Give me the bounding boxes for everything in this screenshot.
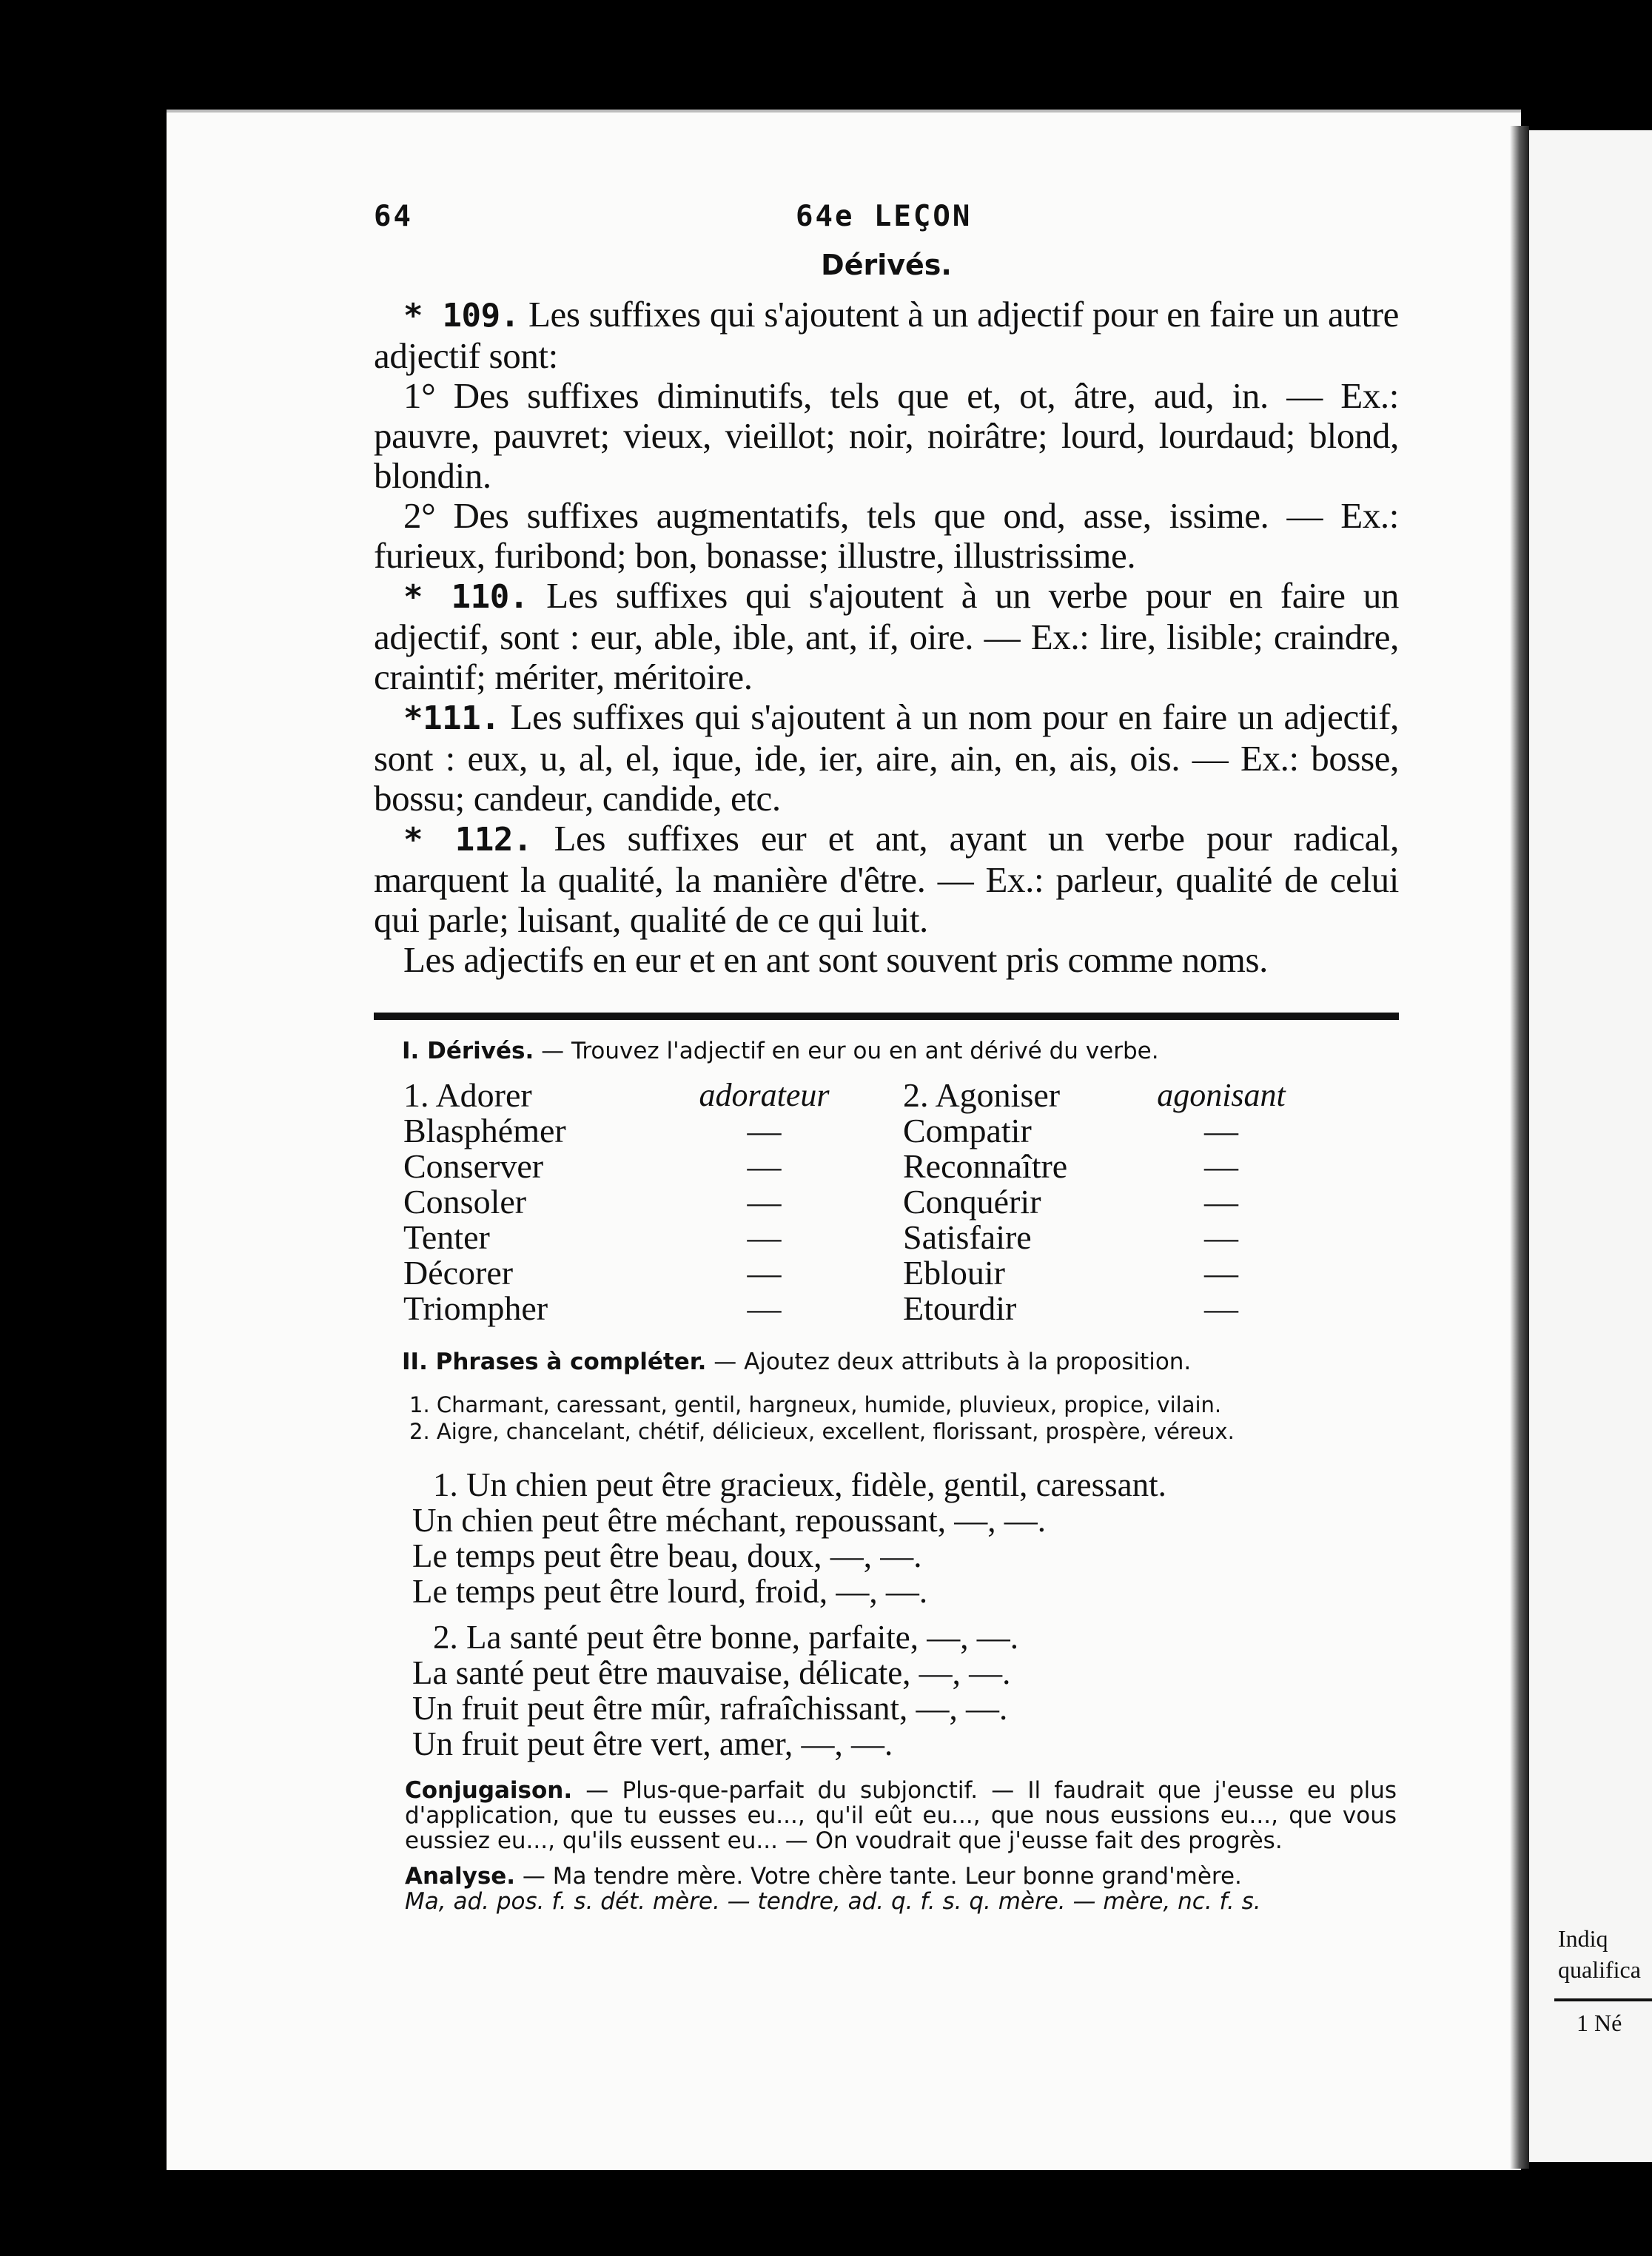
sentence: Le temps peut être beau, doux, —, —. <box>412 1537 922 1574</box>
rule-110: * 110. Les suffixes qui s'ajoutent à un verbe pour en faire un adjectif, sont : eur, able, ible, ant, if, oire. — Ex.: lire, lisible; craindre, craintif; mériter, méritoire. <box>374 575 1399 697</box>
sentence: Un fruit peut être vert, amer, —, —. <box>412 1725 893 1762</box>
book-gutter <box>1510 126 1529 2169</box>
facing-page <box>1523 130 1652 2162</box>
rule-109-1: 1° Des suffixes diminutifs, tels que et, ot, âtre, aud, in. — Ex.: pauvre, pauvret; vieux, vieillot; noir, noirâtre; lourd, lourdaud; blond, blondin. <box>374 375 1399 496</box>
conjugaison-note: Conjugaison. — Plus-que-parfait du subjonctif. — Il faudrait que j'eusse eu plus d'application, que tu eusses eu..., qu'il eût eu..., que nous eussions eu..., que vous eussiez eu..., qu'ils eussent eu... — On voudrait que j'eusse fait des progrès. <box>405 1777 1397 1854</box>
exercise1-table <box>403 1078 1295 1326</box>
rule-112: * 112. Les suffixes eur et ant, ayant un verbe pour radical, marquent la qualité, la manière d'être. — Ex.: parleur, qualité de celui qui parle; luisant, qualité de ce qui luit. <box>374 818 1399 940</box>
facing-page-rule <box>1554 1998 1652 2001</box>
table-row: Décorer — Eblouir — <box>403 1254 1238 1292</box>
rule-109-2: 2° Des suffixes augmentatifs, tels que ond, asse, issime. — Ex.: furieux, furibond; bon, bonasse; illustre, illustrissime. <box>374 495 1399 576</box>
exercise1-heading: I. Dérivés. — Trouvez l'adjectif en eur ou en ant dérivé du verbe. <box>402 1038 1159 1064</box>
facing-page-text: Indiq qualifica <box>1558 1925 1641 1983</box>
sentence: Le temps peut être lourd, froid, —, —. <box>412 1573 928 1610</box>
word-list-1: 1. Charmant, caressant, gentil, hargneux, humide, pluvieux, propice, vilain. <box>409 1392 1222 1417</box>
table-row: Conserver — Reconnaître — <box>403 1147 1238 1185</box>
analyse-note: Analyse. — Ma tendre mère. Votre chère tante. Leur bonne grand'mère. Ma, ad. pos. f. s. dét. mère. — tendre, ad. q. f. s. q. mère. — mère, nc. f. s. <box>405 1863 1261 1915</box>
rule-111: *111. Les suffixes qui s'ajoutent à un nom pour en faire un adjectif, sont : eux, u, al, el, ique, ide, ier, aire, ain, en, ais, ois. — Ex.: bosse, bossu; candeur, candide, etc. <box>374 696 1399 819</box>
facing-page-footnote: 1 Né <box>1577 2010 1622 2036</box>
table-row: Consoler — Conquérir — <box>403 1183 1238 1221</box>
sentence: La santé peut être mauvaise, délicate, —, —. <box>412 1654 1011 1691</box>
table-row: 1. Adorer adorateur 2. Agoniser agonisant <box>403 1076 1286 1114</box>
sentence: Un fruit peut être mûr, rafraîchissant, —, —. <box>412 1690 1008 1727</box>
sentence: Un chien peut être méchant, repoussant, —, —. <box>412 1502 1046 1539</box>
word-lists <box>409 1391 1399 1445</box>
table-row: Blasphémer — Compatir — <box>403 1112 1238 1149</box>
divider <box>374 1013 1399 1020</box>
running-header <box>374 200 1399 243</box>
rules-section <box>374 295 1399 980</box>
exercise2-heading: II. Phrases à compléter. — Ajoutez deux attributs à la proposition. <box>402 1349 1192 1375</box>
page-content <box>374 200 1399 1914</box>
page-number: 64 <box>374 200 413 233</box>
sentence: 2. La santé peut être bonne, parfaite, —, —. <box>433 1619 1018 1656</box>
section-title: Dérivés. <box>821 249 952 281</box>
table-row: Triompher — Etourdir — <box>403 1289 1238 1327</box>
table-row: Tenter — Satisfaire — <box>403 1218 1238 1256</box>
lesson-title: 64e LEÇON <box>796 200 973 233</box>
sentence: 1. Un chien peut être gracieux, fidèle, gentil, caressant. <box>433 1466 1166 1503</box>
word-list-2: 2. Aigre, chancelant, chétif, délicieux, excellent, florissant, prospère, véreux. <box>409 1419 1235 1444</box>
rule-note: Les adjectifs en eur et en ant sont souvent pris comme noms. <box>403 939 1269 980</box>
rule-109: * 109. Les suffixes qui s'ajoutent à un adjectif pour en faire un autre adjectif sont: <box>374 294 1399 376</box>
sentences <box>412 1467 1399 1762</box>
